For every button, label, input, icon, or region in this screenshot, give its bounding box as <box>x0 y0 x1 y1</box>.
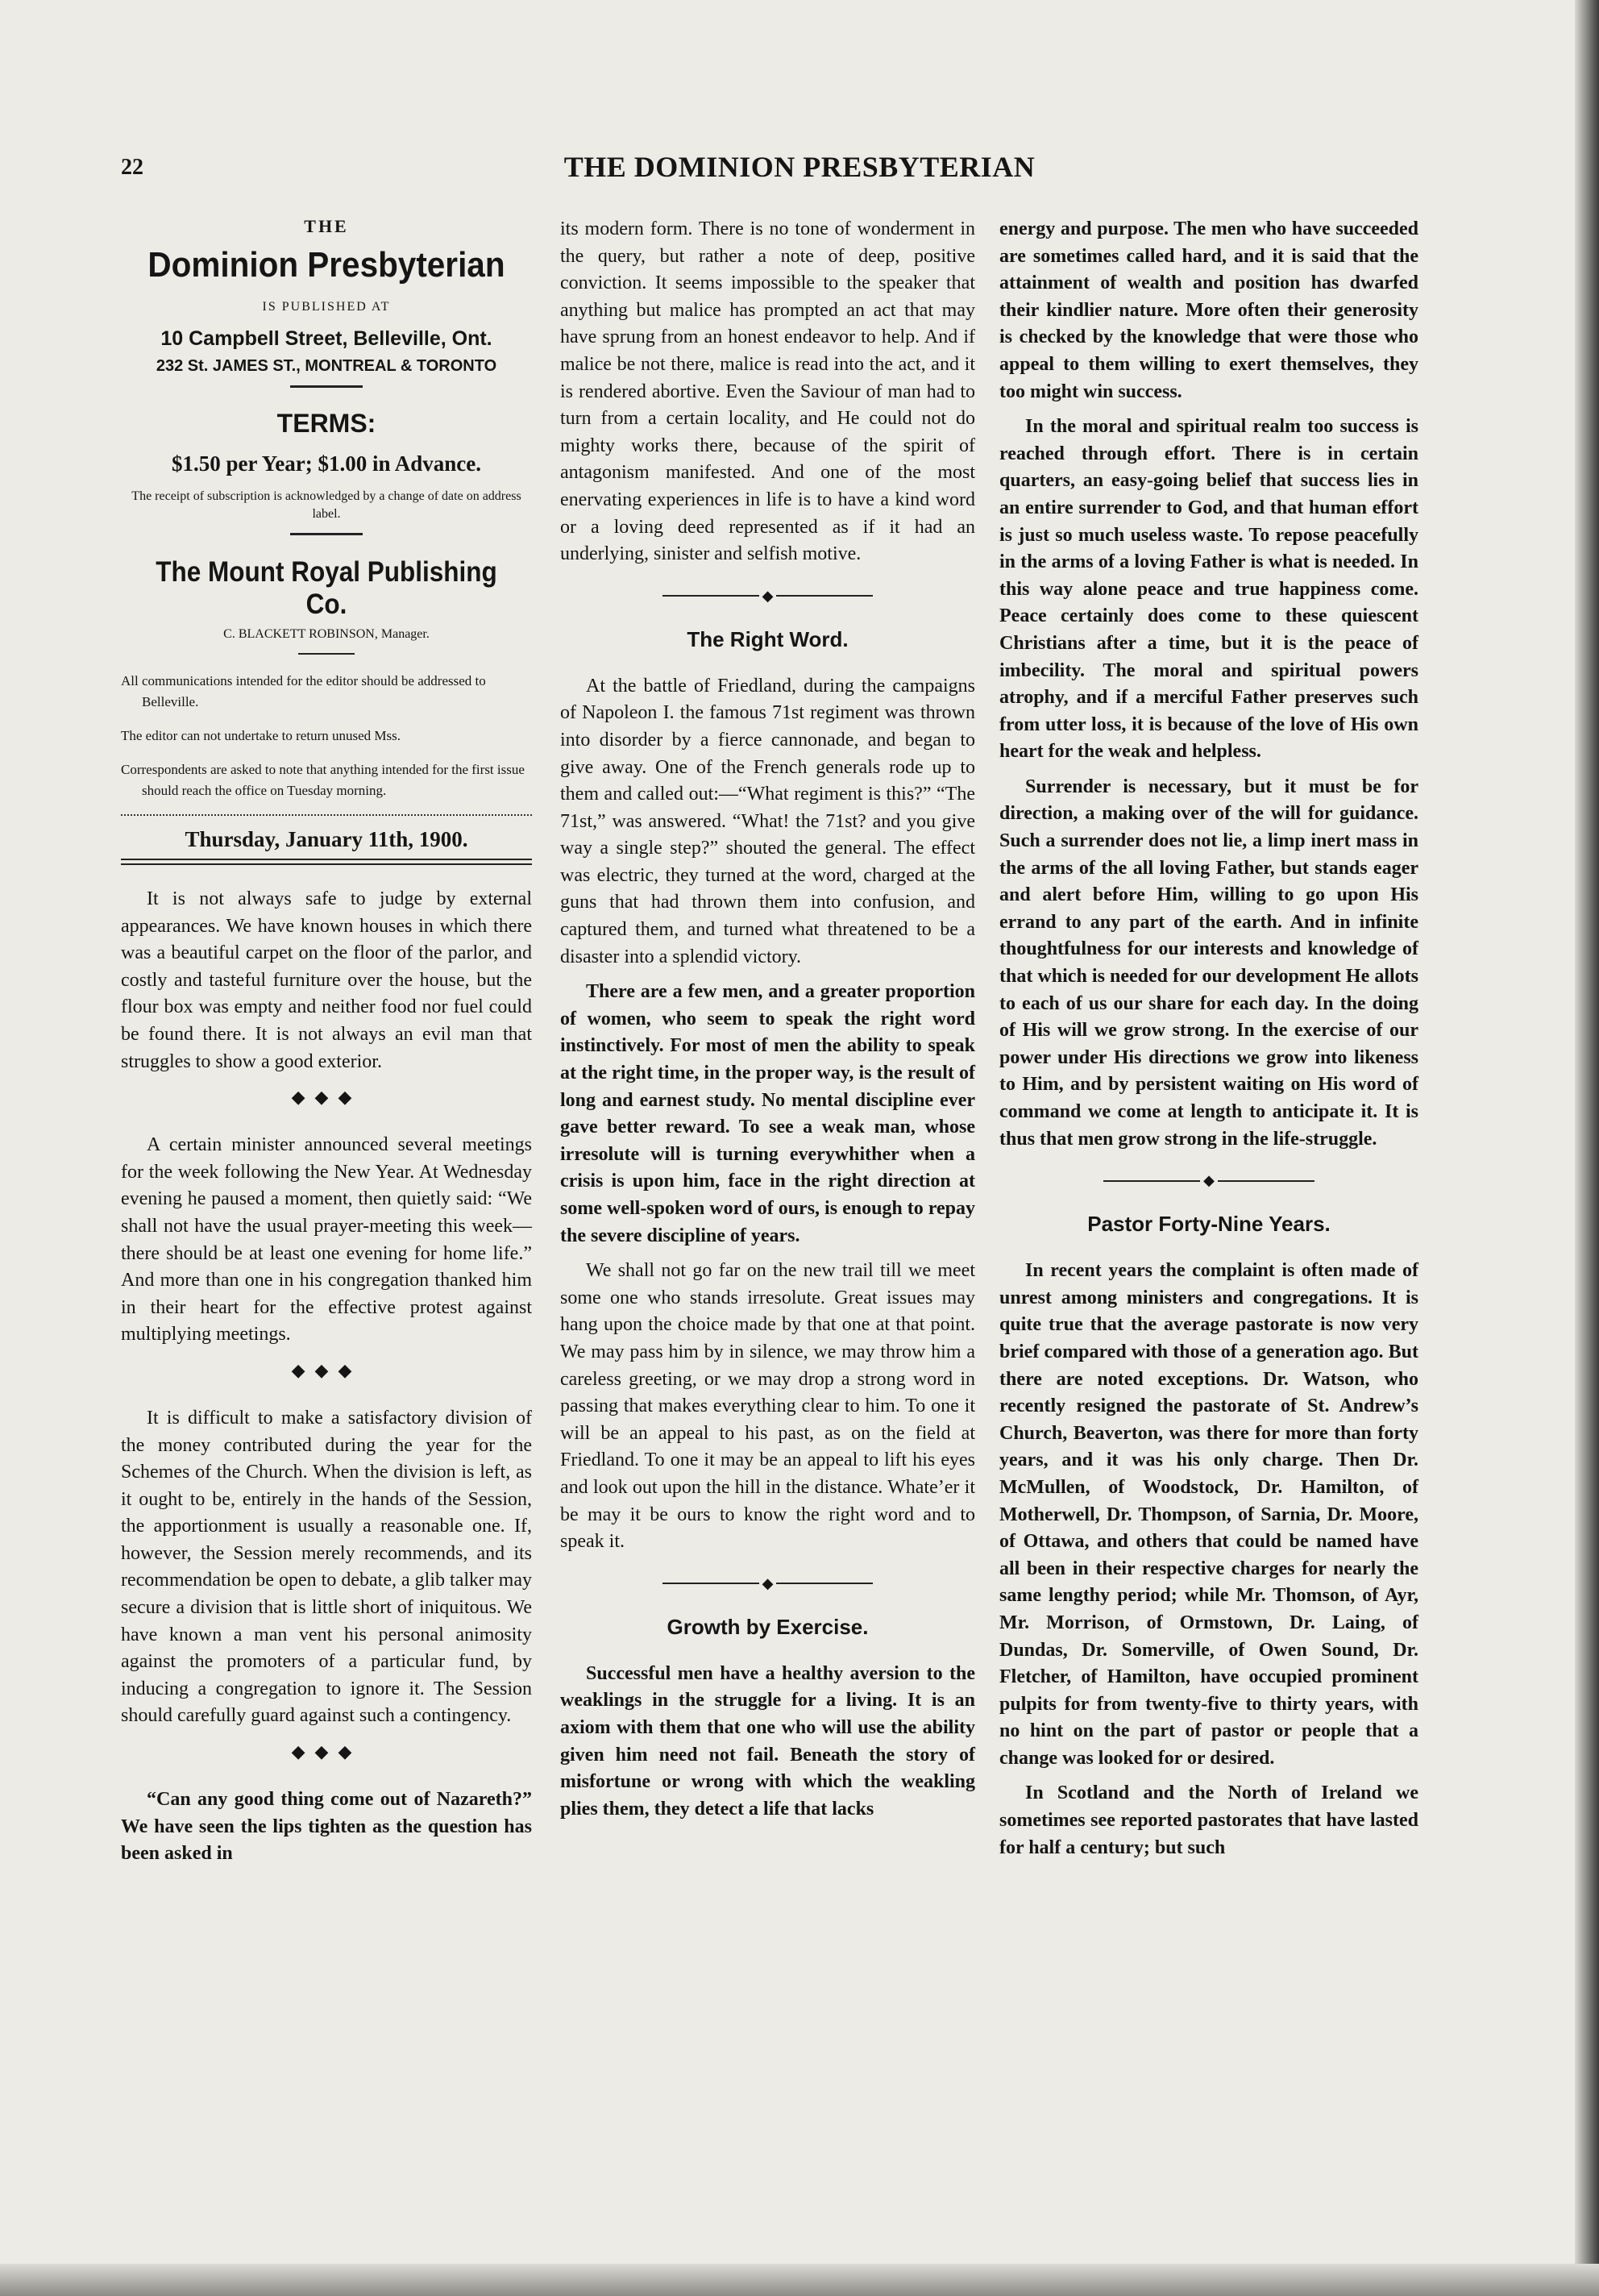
article-paragraph: There are a few men, and a greater proportion of women, who seem to speak the right word instinctively. For most of men the ability to speak at the right time, in the proper way, is the result of long and earnest study. No mental discipline ever gave better reward. To see a weak man, whose irresolute will is turning everywhither when a crisis is upon him, face in the right direction at some well-spoken word of ours, is enough to repay the severe discipline of years. <box>560 981 975 1246</box>
column-1 <box>121 216 532 1876</box>
editorial-paragraph: “Can any good thing come out of Nazareth?” We have seen the lips tighten as the question has been asked in <box>121 1789 532 1865</box>
editorial-paragraph: A certain minister announced several meetings for the week following the New Year. At Wednesday evening he paused a moment, then quietly said: “We shall not have the usual prayer-meeting this week—there should be at least one evening for home life.” And more than one in his congregation thanked him in their heart for the effective protest against multiplying meetings. <box>121 1134 532 1346</box>
article-paragraph: In Scotland and the North of Ireland we sometimes see reported pastorates that have lasted for half a century; but such <box>999 1782 1418 1858</box>
article-heading-right-word: The Right Word. <box>687 626 849 651</box>
editor-note: All communications intended for the editor should be addressed to Belleville. <box>121 673 486 709</box>
subscription-price: $1.50 per Year; $1.00 in Advance. <box>172 451 481 476</box>
page-number: 22 <box>121 155 143 180</box>
editor-note: Correspondents are asked to note that anything intended for the first issue should reach the office on Tuesday morning. <box>121 762 525 798</box>
double-rule <box>121 859 532 865</box>
masthead-published-at: IS PUBLISHED AT <box>262 300 391 314</box>
masthead-rule <box>298 653 355 655</box>
page-edge-shadow <box>1575 0 1599 2296</box>
masthead-title: Dominion Presbyterian <box>147 245 505 285</box>
article-heading-growth: Growth by Exercise. <box>667 1614 869 1639</box>
article-paragraph: In the moral and spiritual realm too success is reached through effort. There is in certain quarters, an easy-going belief that success lies in an entire surrender to God, and that human effort is just so much useless waste. To repose peacefully in the arms of a loving Father is what is needed. In this way alone peace and true happiness come. Peace certainly does come to these quiescent Christians after a time, but it is the peace of imbecility. The moral and spiritual powers atrophy, and if a merciful Father preserves such from utter loss, it is because of the love of His own heart for the weak and helpless. <box>999 416 1418 763</box>
dotted-rule <box>121 814 532 816</box>
page-bottom-edge <box>0 2264 1599 2296</box>
ornament-divider: ◆◆◆ <box>291 1087 362 1108</box>
editor-note: The editor can not undertake to return unused Mss. <box>121 728 401 743</box>
column-2 <box>560 216 975 1831</box>
running-head: THE DOMINION PRESBYTERIAN <box>563 151 1036 183</box>
article-heading-pastor: Pastor Forty-Nine Years. <box>1087 1212 1331 1237</box>
issue-date: Thursday, January 11th, 1900. <box>185 827 468 851</box>
column-3 <box>999 216 1418 1870</box>
article-paragraph: At the battle of Friedland, during the campaigns of Napoleon I. the famous 71st regiment was thrown into disorder by a fierce cannonade, and began to give away. One of the French generals rode up to them and called out:—“What regiment is this?” “The 71st,” was answered. “What! the 71st? and you give way a single step?” shouted the general. The effect was electric, they turned at the word, charged at the guns that had thrown them into confusion, and captured them, and turned what threatened to be a disaster into a splendid victory. <box>560 675 975 967</box>
section-divider <box>560 588 975 605</box>
publisher-manager: C. BLACKETT ROBINSON, Manager. <box>223 627 430 641</box>
article-paragraph: We shall not go far on the new trail till we meet some one who stands irresolute. Great issues may hang upon the choice made by that one at that point. We may pass him by in silence, we may throw him a careless greeting, or we may drop a strong word in passing that makes everything clear to him. To one it will be an appeal to his past, as on the field at Friedland. To one it may be an appeal to lift his eyes and look out upon the hill in the distance. Whate’er it be may it be ours to know the right word and to speak it. <box>560 1260 975 1553</box>
editorial-continuation: its modern form. There is no tone of wonderment in the query, but rather a note of deep, positive conviction. It seems impossible to the speaker that anything but malice has prompted an act that may have sprung from an honest endeavor to help. And if malice be not there, malice is read into the act, and it is rendered abortive. Even the Saviour of man had to turn from a certain locality, and He could not do mighty works there, because of the spirit of antagonism manifested. And one of the most enervating experiences in life is to have a kind word or a loving deed represented as if it had an underlying, sinister and selfish motive. <box>560 218 975 565</box>
editorial-paragraph: It is not always safe to judge by external appearances. We have known houses in which there was a beautiful carpet on the floor of the parlor, and costly and tasteful furniture over the house, but the flour box was empty and neither food nor fuel could be found there. It is not always an evil man that struggles to show a good exterior. <box>121 888 532 1072</box>
masthead-address-montreal: 232 St. JAMES ST., MONTREAL & TORONTO <box>156 357 497 375</box>
publisher-name: The Mount Royal Publishing Co. <box>156 556 497 620</box>
section-divider <box>999 1172 1418 1189</box>
diamond-ornament: ◆ <box>1203 1172 1215 1189</box>
article-paragraph: Surrender is necessary, but it must be for direction, a making over of the will for guidance. Such a surrender does not lie, a limp inert mass in the arms of the all loving Father, but stands eager and alert before Him, willing to go upon His errand to any part of the earth. And in infinite thoughtfulness for our interests and knowledge of that which is needed for our development He allots to each of us our share for each day. In the doing of His will we grow strong. In the exercise of our power under His directions we grow into likeness to Him, and by persistent waiting on His word of command we come at length to anticipate it. It is thus that men grow strong in the life-struggle. <box>999 776 1418 1150</box>
masthead-address-belleville: 10 Campbell Street, Belleville, Ont. <box>160 327 492 350</box>
masthead-rule <box>290 533 363 535</box>
article-paragraph: energy and purpose. The men who have succeeded are sometimes called hard, and it is said that the attainment of wealth and position has dwarfed their kindlier nature. More often their generosity is checked by the knowledge that were those who appeal to them willing to exert themselves, they too might win success. <box>999 218 1418 402</box>
receipt-note: The receipt of subscription is acknowledged by a change of date on address label. <box>131 489 521 521</box>
ornament-divider: ◆◆◆ <box>291 1741 362 1762</box>
terms-heading: TERMS: <box>276 409 376 438</box>
diamond-ornament: ◆ <box>762 1574 774 1591</box>
article-paragraph: Successful men have a healthy aversion to the weaklings in the struggle for a living. It is an axiom with them that one who will use the ability given him need not fail. Beneath the story of misfortune or wrong with which the weakling plies them, they detect a life that lacks <box>560 1662 975 1820</box>
diamond-ornament: ◆ <box>762 587 774 604</box>
masthead-the: THE <box>304 216 349 236</box>
masthead-rule <box>290 385 363 388</box>
article-paragraph: In recent years the complaint is often made of unrest among ministers and congregations. It is quite true that the average pastorate is now very brief compared with those of a generation ago. But there are noted exceptions. Dr. Watson, who recently resigned the pastorate of St. Andrew’s Church, Beaverton, was there for more than forty years, and it was his only charge. Then Dr. McMullen, of Woodstock, Dr. Hamilton, of Motherwell, Dr. Thompson, of Sarnia, Dr. Moore, of Ottawa, and others that could be named have all been in their respective charges for nearly the same lengthy period; while Mr. Thomson, of Ayr, Mr. Morrison, of Ormstown, Dr. Laing, of Dundas, Dr. Somerville, of Owen Sound, Dr. Fletcher, of Hamilton, have occupied prominent pulpits for from twenty-five to thirty years, with no hint on the part of pastor or people that a change was looked for or desired. <box>999 1260 1418 1769</box>
masthead <box>121 216 532 865</box>
editorial-paragraph: It is difficult to make a satisfactory division of the money contributed during the year for the Schemes of the Church. When the division is left, as it ought to be, entirely in the hands of the Session, the apportionment is usually a reasonable one. If, however, the Session merely recommends, and its recommendation be open to debate, a glib talker may secure a division that is little short of iniquitous. We have known a man vent his personal animosity against the promoters of a particular fund, by inducing a congregation to ignore it. The Session should carefully guard against such a contingency. <box>121 1407 532 1727</box>
ornament-divider: ◆◆◆ <box>291 1359 362 1380</box>
section-divider <box>560 1575 975 1592</box>
